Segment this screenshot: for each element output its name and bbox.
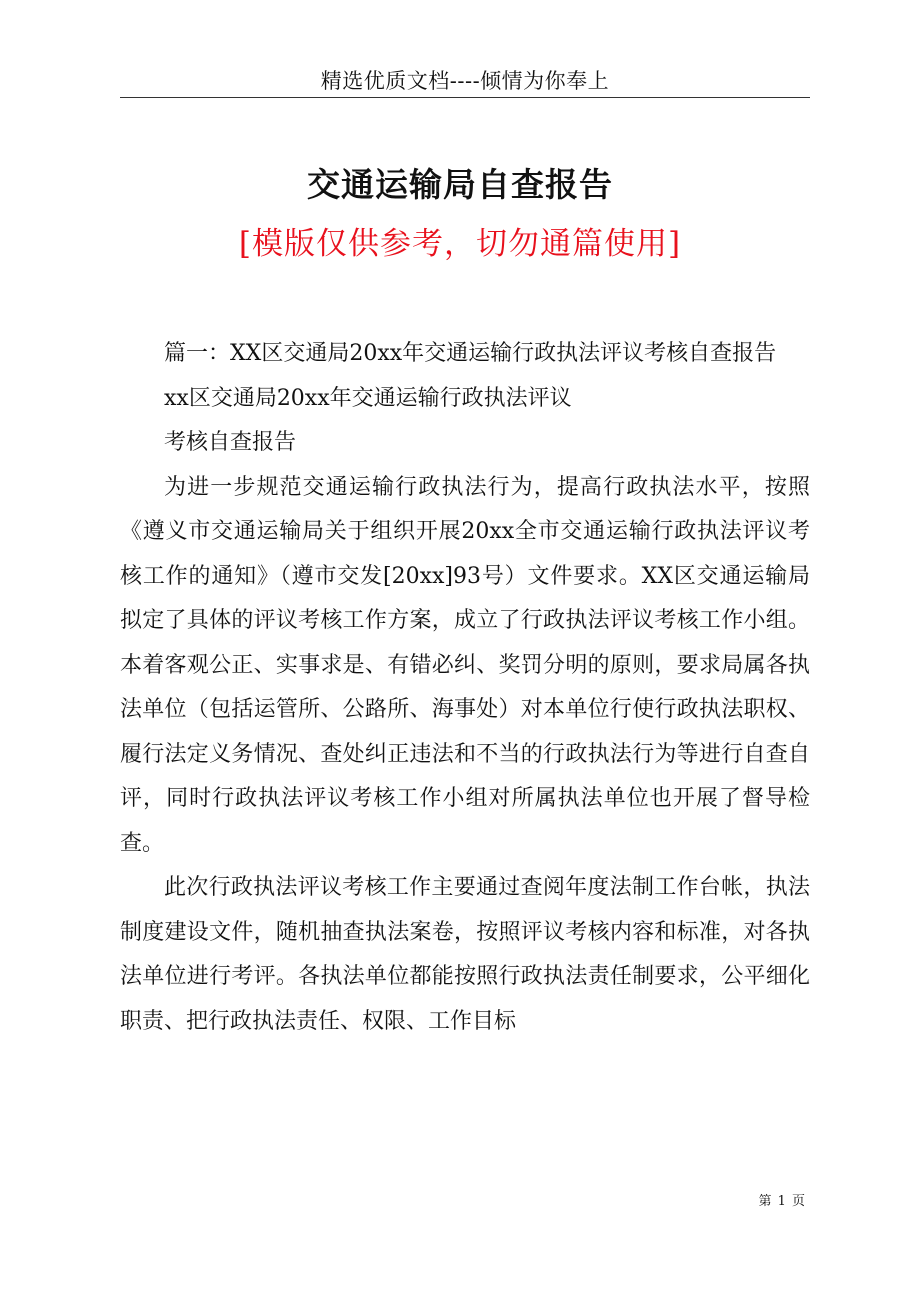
paragraph-2: xx区交通局20xx年交通运输行政执法评议 — [164, 385, 572, 411]
document-title: 交通运输局自查报告 — [307, 165, 613, 204]
document-body — [120, 332, 810, 1044]
paragraph-3: 考核自查报告 — [164, 430, 297, 455]
template-notice: [模版仅供参考，切勿通篇使用] — [238, 226, 682, 262]
paragraph-1: 篇一：XX区交通局20xx年交通运输行政执法评议考核自查报告 — [164, 341, 777, 366]
header-divider — [120, 97, 810, 98]
paragraph-4: 为进一步规范交通运输行政执法行为，提高行政执法水平，按照《遵义市交通运输局关于组织开展20xx全市交通运输行政执法评议考核工作的通知》（遵市交发[20xx]93号）文件要求。XX区交通运输局拟定了具体的评议考核工作方案，成立了行政执法评议考核工作小组。本着客观公正、实事求是、有错必纠、奖罚分明的原则，要求局属各执法单位（包括运管所、公路所、海事处）对本单位行使行政执法职权、履行法定义务情况、查处纠正违法和不当的行政执法行为等进行自查自评，同时行政执法评议考核工作小组对所属执法单位也开展了督导检查。 — [120, 474, 810, 856]
page-number: 第 1 页 — [758, 1194, 806, 1209]
paragraph-5: 此次行政执法评议考核工作主要通过查阅年度法制工作台帐，执法制度建设文件，随机抽查执法案卷，按照评议考核内容和标准，对各执法单位进行考评。各执法单位都能按照行政执法责任制要求，公平细化职责、把行政执法责任、权限、工作目标 — [120, 875, 810, 1034]
page-header: 精选优质文档----倾情为你奉上 — [320, 69, 610, 93]
